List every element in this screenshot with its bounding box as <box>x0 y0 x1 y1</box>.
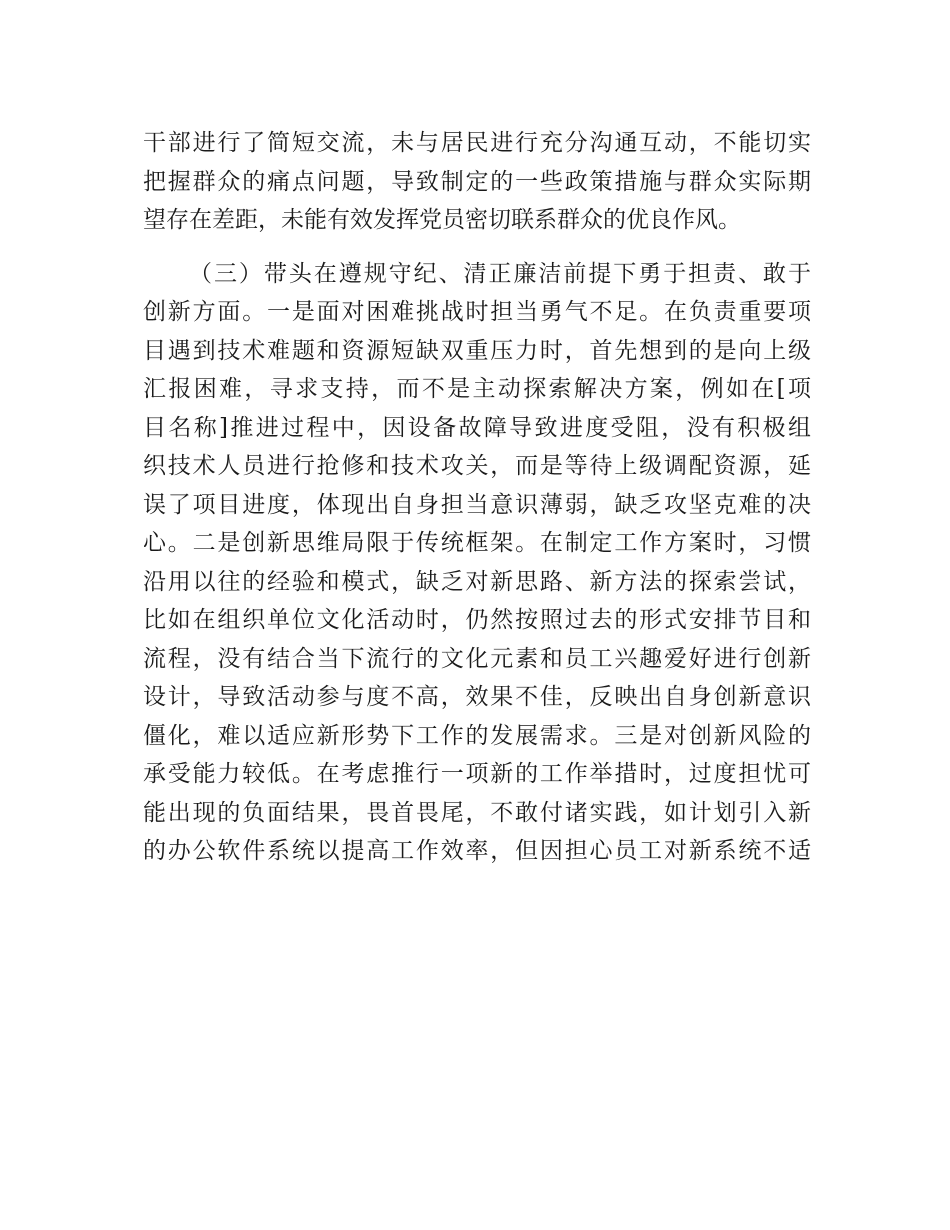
text-line: 比如在组织单位文化活动时，仍然按照过去的形式安排节目和 <box>143 607 811 633</box>
text-line: 承受能力较低。在考虑推行一项新的工作举措时，过度担忧可 <box>143 761 811 787</box>
text-line: 望存在差距，未能有效发挥党员密切联系群众的优良作风。 <box>143 207 741 233</box>
text-line: 误了项目进度，体现出自身担当意识薄弱，缺乏攻坚克难的决 <box>143 491 811 518</box>
text-line: 干部进行了简短交流，未与居民进行充分沟通互动，不能切实 <box>143 130 811 156</box>
text-line: 能出现的负面结果，畏首畏尾，不敢付诸实践，如计划引入新 <box>143 799 811 826</box>
text-line: 把握群众的痛点问题，导致制定的一些政策措施与群众实际期 <box>143 168 811 195</box>
text-line: 僵化，难以适应新形势下工作的发展需求。三是对创新风险的 <box>143 722 811 749</box>
text-line: 目遇到技术难题和资源短缺双重压力时，首先想到的是向上级 <box>143 337 811 364</box>
document-body <box>143 124 811 871</box>
text-line: 目名称]推进过程中，因设备故障导致进度受阻，没有积极组 <box>143 414 811 441</box>
paragraph-spacer <box>143 240 811 255</box>
text-line: 沿用以往的经验和模式，缺乏对新思路、新方法的探索尝试， <box>143 568 811 595</box>
paragraph-2 <box>143 255 811 871</box>
text-line: 创新方面。一是面对困难挑战时担当勇气不足。在负责重要项 <box>143 299 811 325</box>
text-line: 设计，导致活动参与度不高，效果不佳，反映出自身创新意识 <box>143 684 811 710</box>
paragraph-1 <box>143 124 811 240</box>
text-line: 的办公软件系统以提高工作效率，但因担心员工对新系统不适 <box>143 838 811 864</box>
text-line: 流程，没有结合当下流行的文化元素和员工兴趣爱好进行创新 <box>143 645 811 672</box>
text-line: 心。二是创新思维局限于传统框架。在制定工作方案时，习惯 <box>143 530 811 556</box>
text-line: 织技术人员进行抢修和技术攻关，而是等待上级调配资源，延 <box>143 453 811 479</box>
text-line: 汇报困难，寻求支持，而不是主动探索解决方案，例如在[项 <box>143 376 811 402</box>
text-line-heading: （三）带头在遵规守纪、清正廉洁前提下勇于担责、敢于 <box>189 260 811 287</box>
